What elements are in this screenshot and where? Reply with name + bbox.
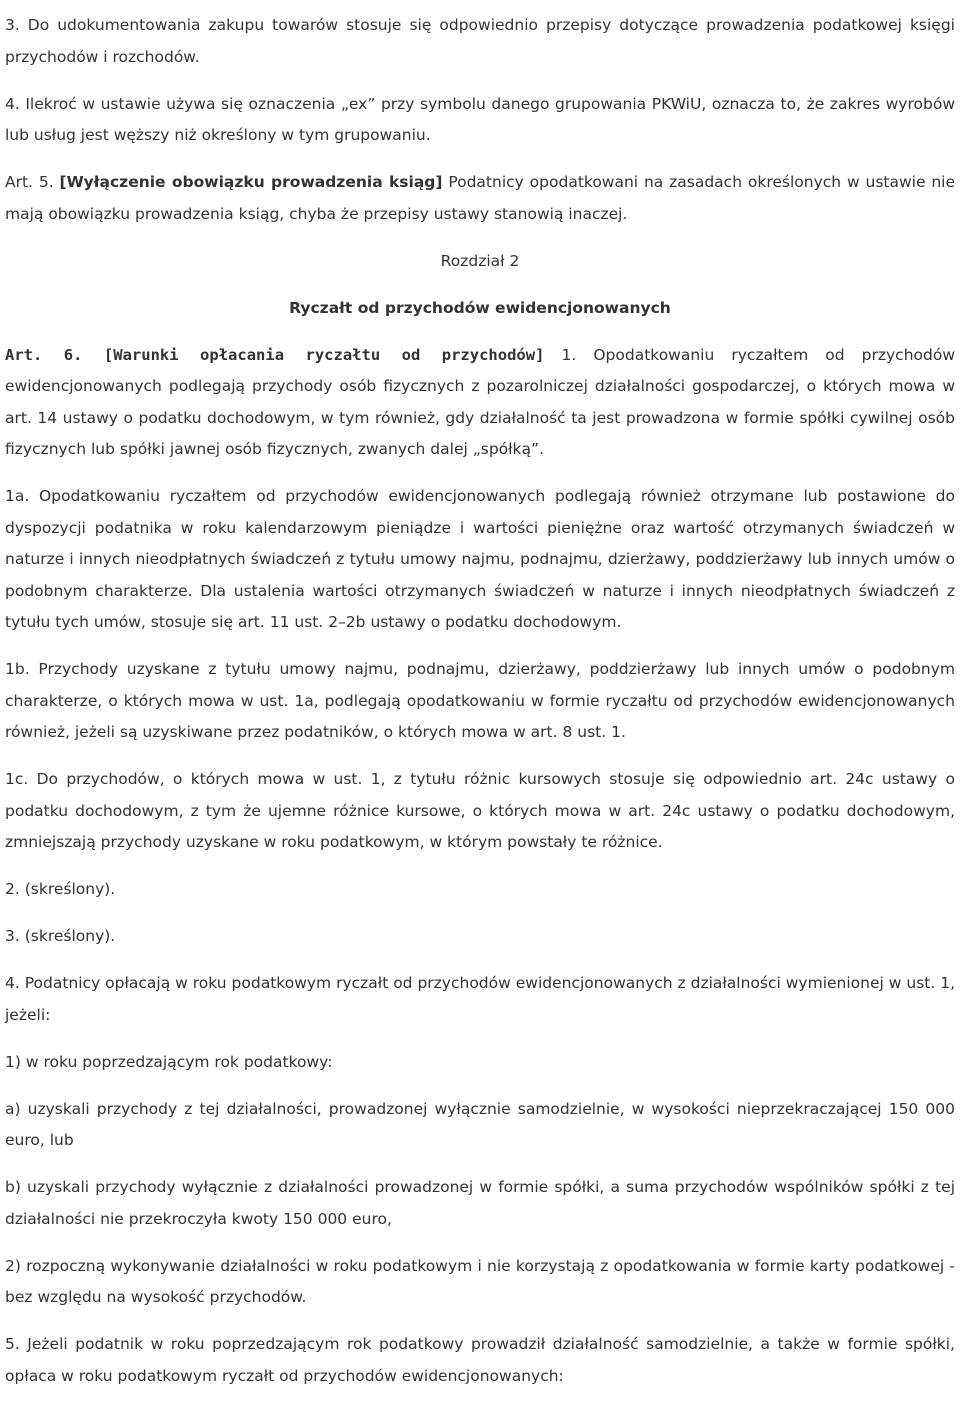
paragraph-3: 3. Do udokumentowania zakupu towarów stosuje się odpowiednio przepisy dotyczące prowadzenia podatkowej księgi przychodów i rozchodów. [5, 16, 955, 66]
point-a: a) uzyskali przychody z tej działalności, prowadzonej wyłącznie samodzielnie, w wysokości nieprzekraczającej 150 000 euro, lub [5, 1099, 955, 1149]
chapter-label: Rozdział 2 [440, 251, 520, 270]
paragraph-1b: 1b. Przychody uzyskane z tytułu umowy najmu, podnajmu, dzierżawy, poddzierżawy lub innych umów o podobnym charakterze, o których mowa w ust. 1a, podlegają opodatkowaniu w formie ryczałtu od przychodów ewidencjonowanych również, jeżeli są uzyskiwane przez podatników, o których mowa w art. 8 ust. 1. [5, 660, 955, 741]
paragraph-2: 2. (skreślony). [5, 880, 116, 898]
article-5-text: Podatnicy opodatkowani na zasadach określonych w ustawie nie mają obowiązku prowadzenia ksiąg, chyba że przepisy ustawy stanowią inaczej. [5, 173, 956, 223]
article-5-heading: [Wyłączenie obowiązku prowadzenia ksiąg] [59, 173, 443, 191]
paragraph-1c: 1c. Do przychodów, o których mowa w ust. 1, z tytułu różnic kursowych stosuje się odpowiednio art. 24c ustawy o podatku dochodowym, z tym że ujemne różnice kursowe, o których mowa w art. 24c ustawy o podatku dochodowym, zmniejszają przychody uzyskane w roku podatkowym, w którym powstały te różnice. [5, 770, 955, 851]
paragraph-3b: 3. (skreślony). [5, 927, 116, 945]
article-6-heading: Art. 6. [Warunki opłacania ryczałtu od przychodów] [5, 345, 545, 364]
article-6-text: 1. Opodatkowaniu ryczałtem od przychodów ewidencjonowanych podlegają przychody osób fizycznych z pozarolniczej działalności gospodarczej, o których mowa w art. 14 ustawy o podatku dochodowym, w tym również, gdy działalność ta jest prowadzona w formie spółki cywilnej osób fizycznych lub spółki jawnej osób fizycznych, zwanych dalej „spółką”. [5, 345, 955, 458]
point-2: 2) rozpoczną wykonywanie działalności w roku podatkowym i nie korzystają z opodatkowania w formie karty podatkowej - bez względu na wysokość przychodów. [5, 1256, 955, 1306]
paragraph-4: 4. Ilekroć w ustawie używa się oznaczenia „ex” przy symbolu danego grupowania PKWiU, oznacza to, że zakres wyrobów lub usług jest węższy niż określony w tym grupowaniu. [5, 94, 955, 144]
document-page [5, 10, 955, 1408]
paragraph-1a: 1a. Opodatkowaniu ryczałtem od przychodów ewidencjonowanych podlegają również otrzymane lub postawione do dyspozycji podatnika w roku kalendarzowym pieniądze i wartości pieniężne oraz wartość otrzymanych świadczeń w naturze i innych nieodpłatnych świadczeń z tytułu umowy najmu, podnajmu, dzierżawy, poddzierżawy lub innych umów o podobnym charakterze. Dla ustalenia wartości otrzymanych świadczeń w naturze i innych nieodpłatnych świadczeń z tytułu tych umów, stosuje się art. 11 ust. 2–2b ustawy o podatku dochodowym. [5, 487, 955, 631]
article-5-number: Art. 5. [5, 173, 60, 191]
article-5 [5, 167, 955, 230]
paragraph-4b: 4. Podatnicy opłacają w roku podatkowym ryczałt od przychodów ewidencjonowanych z działalności wymienionej w ust. 1, jeżeli: [5, 974, 955, 1024]
point-b: b) uzyskali przychody wyłącznie z działalności prowadzonej w formie spółki, a suma przychodów wspólników spółki z tej działalności nie przekroczyła kwoty 150 000 euro, [5, 1178, 955, 1228]
point-1: 1) w roku poprzedzającym rok podatkowy: [5, 1052, 333, 1071]
chapter-title: Ryczałt od przychodów ewidencjonowanych [289, 298, 671, 317]
article-6 [5, 340, 955, 466]
paragraph-5: 5. Jeżeli podatnik w roku poprzedzającym rok podatkowy prowadził działalność samodzielnie, a także w formie spółki, opłaca w roku podatkowym ryczałt od przychodów ewidencjonowanych: [5, 1335, 955, 1385]
